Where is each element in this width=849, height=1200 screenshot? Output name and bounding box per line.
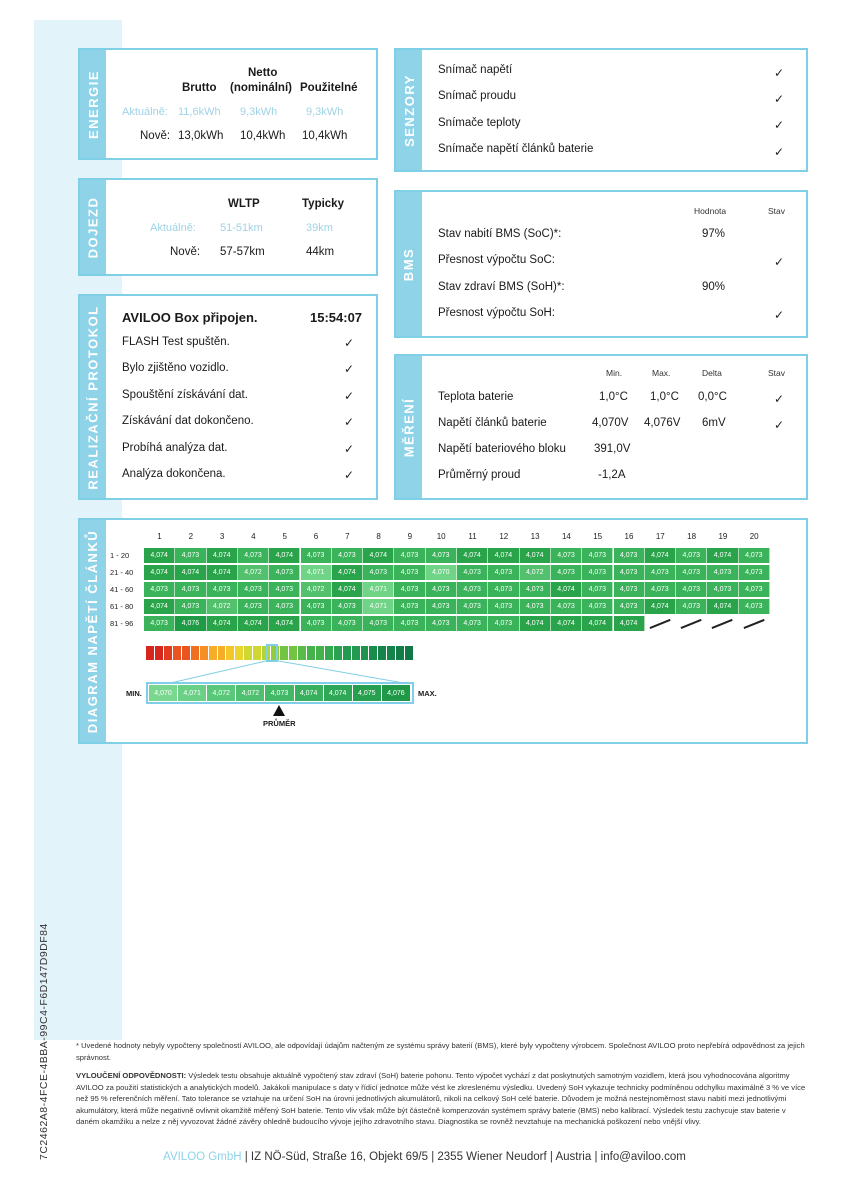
vertical-document-id: 7C2462A8-4FCE-4BBA-99C4-F6D147D9DF84 (38, 923, 50, 1160)
cell-voltage: 4,074 (269, 548, 300, 563)
footer-address: IZ NÖ-Süd, Straße 16, Objekt 69/5 (250, 1151, 428, 1163)
scale-segment (396, 646, 404, 660)
row-label: 61 - 80 (110, 602, 134, 611)
cell-voltage: 4,071 (363, 599, 394, 614)
cell-voltage: 4,073 (582, 548, 613, 563)
cell-voltage: 4,073 (426, 582, 457, 597)
cell-voltage: 4,073 (332, 599, 363, 614)
cell-voltage: 4,073 (582, 582, 613, 597)
protocol-step: FLASH Test spuštěn. (122, 336, 230, 348)
footer-sep: | (549, 1151, 553, 1163)
column-number: 15 (593, 532, 603, 541)
check-icon: ✓ (344, 336, 355, 350)
scale-min-label: MIN. (126, 689, 142, 698)
measure-row-label: Napětí bateriového bloku (438, 443, 566, 455)
col-wltp: WLTP (228, 198, 260, 210)
cell-voltage: 4,071 (363, 582, 394, 597)
scale-value: 4,075 (353, 685, 382, 701)
row-current-label: Aktuálně: (122, 106, 168, 118)
row-label: 81 - 96 (110, 619, 134, 628)
scale-zoom-line-right (276, 660, 402, 683)
diagram-side-label: DIAGRAM NAPĚTÍ ČLÁNKŮ (80, 520, 106, 742)
cell-voltage: 4,073 (426, 548, 457, 563)
scale-segment (289, 646, 297, 660)
cell-voltage: 4,074 (332, 565, 363, 580)
check-icon: ✓ (344, 442, 355, 456)
cell-voltage: 4,073 (614, 582, 645, 597)
range-side-label: DOJEZD (80, 180, 106, 274)
scale-segment (280, 646, 288, 660)
column-number: 14 (561, 532, 571, 541)
cell-voltage: 4,073 (426, 616, 457, 631)
cell-voltage: 4,076 (175, 616, 206, 631)
cell-voltage: 4,073 (582, 599, 613, 614)
sensor-item: Snímače teploty (438, 117, 521, 129)
average-triangle-icon (273, 705, 285, 716)
scale-segment (173, 646, 181, 660)
scale-segment (226, 646, 234, 660)
col-usable: Použitelné (300, 82, 358, 94)
col-min: Min. (606, 368, 623, 378)
scale-segment (155, 646, 163, 660)
measure-max: 1,0°C (650, 391, 679, 403)
cell-voltage: 4,071 (301, 565, 332, 580)
cell-voltage: 4,073 (739, 582, 770, 597)
cell-voltage: 4,073 (394, 616, 425, 631)
scale-segment (325, 646, 333, 660)
footer-city: 2355 Wiener Neudorf (437, 1151, 547, 1163)
scale-max-label: MAX. (418, 689, 437, 698)
check-icon: ✓ (774, 392, 785, 406)
cell-voltage: 4,073 (739, 548, 770, 563)
disclaimer-title: VYLOUČENÍ ODPOVĚDNOSTI: (76, 1071, 187, 1080)
col-state: Stav (768, 206, 786, 216)
footnote-bms: * Uvedené hodnoty nebyly vypočteny společností AVILOO, ale odpovídají údajům načteným ze systému správy baterií (BMS), které byly vypočteny výrobcem. Společnost AVILOO proto nepřebírá odpovědnost za jejich správnost. (76, 1041, 805, 1062)
cell-voltage: 4,073 (238, 548, 269, 563)
cell-voltage: 4,073 (207, 582, 238, 597)
scale-segment (405, 646, 413, 660)
measure-card (394, 354, 808, 500)
column-number: 17 (655, 532, 665, 541)
scale-segment (146, 646, 154, 660)
cell-voltage: 4,073 (238, 582, 269, 597)
protocol-card (78, 294, 378, 500)
check-icon: ✓ (774, 66, 785, 80)
measure-min: -1,2A (598, 469, 626, 481)
cell-voltage: 4,074 (707, 548, 738, 563)
measure-row-label: Napětí článků baterie (438, 417, 547, 429)
new-netto: 10,4kWh (240, 130, 286, 142)
scale-segment (209, 646, 217, 660)
sensor-item: Snímače napětí článků baterie (438, 143, 594, 155)
col-state: Stav (768, 368, 786, 378)
measure-min: 391,0V (594, 443, 631, 455)
column-number: 2 (188, 532, 194, 541)
cell-voltage: 4,073 (614, 565, 645, 580)
cell-voltage: 4,073 (707, 565, 738, 580)
cell-voltage: 4,073 (676, 565, 707, 580)
cell-voltage: 4,074 (175, 565, 206, 580)
protocol-side-label: REALIZAČNÍ PROTOKOL (80, 296, 106, 498)
cell-voltage: 4,073 (363, 616, 394, 631)
col-brutto: Brutto (182, 82, 217, 94)
column-number: 16 (624, 532, 634, 541)
scale-segment (218, 646, 226, 660)
column-number: 10 (436, 532, 446, 541)
cell-voltage: 4,074 (645, 599, 676, 614)
bms-row-label: Přesnost výpočtu SoH: (438, 307, 555, 319)
cell-voltage: 4,074 (269, 616, 300, 631)
cell-voltage: 4,073 (457, 616, 488, 631)
scale-segment (191, 646, 199, 660)
cell-voltage: 4,073 (551, 599, 582, 614)
column-number: 1 (157, 532, 162, 541)
empty-cell-slash (743, 619, 764, 629)
measure-max: 4,076V (644, 417, 681, 429)
footer-sep: | (431, 1151, 435, 1163)
cell-voltage: 4,072 (301, 582, 332, 597)
scale-value: 4,071 (178, 685, 207, 701)
col-netto-nominal: (nominální) (230, 82, 292, 94)
cell-voltage: 4,074 (707, 599, 738, 614)
cell-voltage: 4,072 (520, 565, 551, 580)
cell-voltage: 4,074 (520, 616, 551, 631)
footer-email[interactable]: info@aviloo.com (600, 1151, 686, 1163)
current-typical: 39km (306, 222, 333, 234)
cell-voltage: 4,073 (394, 582, 425, 597)
column-number: 6 (313, 532, 319, 541)
cell-voltage: 4,074 (645, 548, 676, 563)
check-icon: ✓ (774, 145, 785, 159)
cell-voltage: 4,073 (175, 548, 206, 563)
bms-row-label: Stav zdraví BMS (SoH)*: (438, 281, 565, 293)
cell-voltage: 4,073 (645, 565, 676, 580)
column-number: 19 (718, 532, 728, 541)
cell-voltage: 4,073 (426, 599, 457, 614)
scale-segment (343, 646, 351, 660)
cell-voltage: 4,074 (363, 548, 394, 563)
footer-country: Austria (555, 1151, 592, 1163)
scale-segment (361, 646, 369, 660)
cell-voltage: 4,073 (457, 599, 488, 614)
column-number: 5 (282, 532, 287, 541)
column-number: 4 (251, 532, 256, 541)
col-typical: Typicky (302, 198, 344, 210)
column-number: 9 (407, 532, 413, 541)
row-label: 21 - 40 (110, 568, 134, 577)
scale-segment (200, 646, 208, 660)
diagram-card (78, 518, 808, 744)
scale-segment (244, 646, 252, 660)
scale-value: 4,074 (295, 685, 324, 701)
check-icon: ✓ (344, 389, 355, 403)
scale-segment (164, 646, 172, 660)
new-typical: 44km (306, 246, 335, 258)
cell-voltage: 4,073 (520, 599, 551, 614)
bms-row-label: Přesnost výpočtu SoC: (438, 254, 555, 266)
cell-voltage: 4,073 (175, 599, 206, 614)
check-icon: ✓ (344, 362, 355, 376)
cell-voltage: 4,073 (457, 565, 488, 580)
cell-voltage: 4,073 (238, 599, 269, 614)
scale-values-strip (146, 682, 414, 704)
cell-voltage: 4,073 (175, 582, 206, 597)
cell-voltage: 4,073 (739, 565, 770, 580)
disclaimer (76, 1070, 808, 1128)
protocol-time: 15:54:07 (310, 310, 363, 325)
cell-voltage: 4,073 (551, 565, 582, 580)
check-icon: ✓ (344, 415, 355, 429)
column-number: 18 (687, 532, 697, 541)
cell-voltage: 4,073 (707, 582, 738, 597)
measure-delta: 6mV (702, 417, 726, 429)
sensor-item: Snímač proudu (438, 90, 516, 102)
cell-voltage: 4,073 (144, 582, 175, 597)
scale-segment (316, 646, 324, 660)
empty-cell-slash (712, 619, 733, 629)
scale-value: 4,072 (207, 685, 236, 701)
column-number: 7 (345, 532, 350, 541)
cell-voltage: 4,073 (645, 582, 676, 597)
cell-voltage: 4,073 (488, 582, 519, 597)
column-number: 13 (530, 532, 540, 541)
column-number: 8 (376, 532, 381, 541)
column-number: 12 (499, 532, 509, 541)
cell-voltage: 4,074 (207, 565, 238, 580)
check-icon: ✓ (344, 468, 355, 482)
current-brutto: 11,6kWh (178, 106, 221, 118)
footer-sep: | (594, 1151, 598, 1163)
bms-row-value: 90% (702, 281, 726, 293)
cell-voltage: 4,074 (207, 616, 238, 631)
new-wltp: 57-57km (220, 246, 265, 258)
cell-voltage: 4,073 (301, 599, 332, 614)
cell-voltage: 4,073 (332, 616, 363, 631)
scale-value: 4,076 (382, 685, 411, 701)
cell-voltage: 4,073 (144, 616, 175, 631)
bms-row-label: Stav nabití BMS (SoC)*: (438, 228, 562, 240)
protocol-step: Získávání dat dokončeno. (122, 415, 254, 427)
current-wltp: 51-51km (220, 222, 263, 234)
cell-voltage: 4,073 (394, 565, 425, 580)
scale-segment (182, 646, 190, 660)
cell-voltage: 4,073 (488, 565, 519, 580)
cell-voltage: 4,073 (488, 616, 519, 631)
sensor-item: Snímač napětí (438, 64, 513, 76)
cell-voltage: 4,074 (582, 616, 613, 631)
new-usable: 10,4kWh (302, 130, 348, 142)
cell-voltage: 4,074 (551, 616, 582, 631)
col-max: Max. (652, 368, 671, 378)
empty-cell-slash (681, 619, 702, 629)
cell-voltage: 4,072 (238, 565, 269, 580)
cell-voltage: 4,073 (614, 599, 645, 614)
scale-segment (334, 646, 342, 660)
cell-voltage: 4,072 (207, 599, 238, 614)
cell-voltage: 4,074 (332, 582, 363, 597)
bms-row-value: 97% (702, 228, 726, 240)
col-delta: Delta (702, 368, 722, 378)
current-usable: 9,3kWh (306, 106, 344, 118)
cell-voltage: 4,073 (488, 599, 519, 614)
cell-voltage: 4,073 (676, 548, 707, 563)
column-number: 3 (219, 532, 225, 541)
row-current-label: Aktuálně: (150, 222, 196, 234)
sensors-card (394, 48, 808, 172)
cell-voltage: 4,073 (269, 599, 300, 614)
energy-side-label: ENERGIE (80, 50, 106, 158)
check-icon: ✓ (774, 118, 785, 132)
footer-company: AVILOO GmbH (163, 1151, 242, 1163)
cell-voltage: 4,073 (363, 565, 394, 580)
row-new-label: Nově: (170, 246, 201, 258)
scale-segment (298, 646, 306, 660)
scale-segment (378, 646, 386, 660)
col-value: Hodnota (694, 206, 727, 216)
cell-voltage: 4,073 (457, 582, 488, 597)
scale-segment (352, 646, 360, 660)
measure-delta: 0,0°C (698, 391, 727, 403)
cell-voltage: 4,073 (269, 582, 300, 597)
scale-zoom-line-left (173, 660, 269, 683)
cell-voltage: 4,074 (144, 599, 175, 614)
measure-min: 1,0°C (599, 391, 628, 403)
check-icon: ✓ (774, 308, 785, 322)
range-card (78, 178, 378, 276)
cell-voltage: 4,073 (301, 548, 332, 563)
cell-voltage: 4,073 (394, 599, 425, 614)
cell-voltage: 4,073 (676, 599, 707, 614)
row-new-label: Nově: (140, 130, 171, 142)
cell-voltage: 4,073 (676, 582, 707, 597)
disclaimer-text: Výsledek testu obsahuje aktuálně vypočtený stav zdraví (SoH) baterie pohonu. Tento výpočet vychází z dat poskytnutých samotným vozidlem, která jsou vyhodnocována algoritmy AVILOO za použití statistických a analytických modelů. Jakákoli manipulace s daty v řídicí jednotce může vést ke zkreslenému výsledku. Uvedený SoH vykazuje technicky podmíněnou odchylku maximálně 3 % ve více než 95 % referenčních měření. Tato tolerance se vztahuje na určení SoH na úrovni jednotlivých akumulátorů, nikoli na celkový SoH celé baterie. Důvodem je možná nestejnoměrnost stavu nabití mezi jednotlivými akumulátory, která může negativně ovlivnit okamžitě měřený SoH baterie. Tento vliv však může být částečně kompenzován systémem správy baterie (BMS) nebo kalibrací. Výsledek testu zachycuje stav baterie v daném okamžiku a nelze z něj vyvozovat žádné závěry ohledně budoucího vývoje jejího zdravotního stavu. Diagnostika se rovněž nevztahuje na mechanická poškození nebo vnější vlivy. (76, 1071, 806, 1126)
protocol-step: Probíhá analýza dat. (122, 442, 228, 454)
scale-value: 4,072 (236, 685, 265, 701)
cell-voltage: 4,073 (739, 599, 770, 614)
sensors-side-label: SENZORY (396, 50, 422, 170)
cell-voltage: 4,073 (614, 548, 645, 563)
measure-min: 4,070V (592, 417, 629, 429)
scale-segment (369, 646, 377, 660)
cell-voltage: 4,074 (144, 548, 175, 563)
cell-voltage: 4,073 (332, 548, 363, 563)
cell-voltage: 4,074 (144, 565, 175, 580)
cell-voltage: 4,073 (551, 548, 582, 563)
row-label: 1 - 20 (110, 551, 130, 560)
check-icon: ✓ (774, 92, 785, 106)
measure-side-label: MĚŘENÍ (396, 356, 422, 498)
cell-voltage: 4,073 (301, 616, 332, 631)
energy-card (78, 48, 378, 160)
check-icon: ✓ (774, 255, 785, 269)
cell-voltage: 4,074 (488, 548, 519, 563)
scale-segment (307, 646, 315, 660)
scale-value: 4,070 (149, 685, 178, 701)
measure-row-label: Průměrný proud (438, 469, 521, 481)
cell-voltage: 4,074 (614, 616, 645, 631)
cell-voltage: 4,074 (207, 548, 238, 563)
cell-voltage: 4,074 (238, 616, 269, 631)
cell-voltage: 4,074 (457, 548, 488, 563)
cell-voltage: 4,074 (551, 582, 582, 597)
row-label: 41 - 60 (110, 585, 134, 594)
footer (0, 1151, 849, 1163)
color-scale-bar (146, 646, 414, 660)
scale-segment (387, 646, 395, 660)
cell-voltage: 4,073 (394, 548, 425, 563)
scale-value: 4,073 (265, 685, 294, 701)
cell-voltage: 4,073 (582, 565, 613, 580)
empty-cell-slash (649, 619, 670, 629)
bms-card (394, 190, 808, 338)
cell-voltage: 4,073 (269, 565, 300, 580)
cell-voltage: 4,070 (426, 565, 457, 580)
cell-voltage: 4,074 (520, 548, 551, 563)
protocol-step: Analýza dokončena. (122, 468, 226, 480)
cell-voltage: 4,073 (520, 582, 551, 597)
check-icon: ✓ (774, 418, 785, 432)
protocol-step: Bylo zjištěno vozidlo. (122, 362, 229, 374)
current-netto: 9,3kWh (240, 106, 278, 118)
average-label: PRŮMĚR (263, 719, 296, 728)
new-brutto: 13,0kWh (178, 130, 224, 142)
protocol-title: AVILOO Box připojen. (122, 310, 258, 325)
scale-value: 4,074 (324, 685, 353, 701)
scale-segment (253, 646, 261, 660)
bms-side-label: BMS (396, 192, 422, 336)
footer-sep: | (244, 1151, 248, 1163)
column-number: 20 (749, 532, 759, 541)
measure-row-label: Teplota baterie (438, 391, 514, 403)
col-netto: Netto (248, 67, 278, 79)
column-number: 11 (468, 532, 477, 541)
scale-segment (235, 646, 243, 660)
protocol-step: Spouštění získávání dat. (122, 389, 248, 401)
